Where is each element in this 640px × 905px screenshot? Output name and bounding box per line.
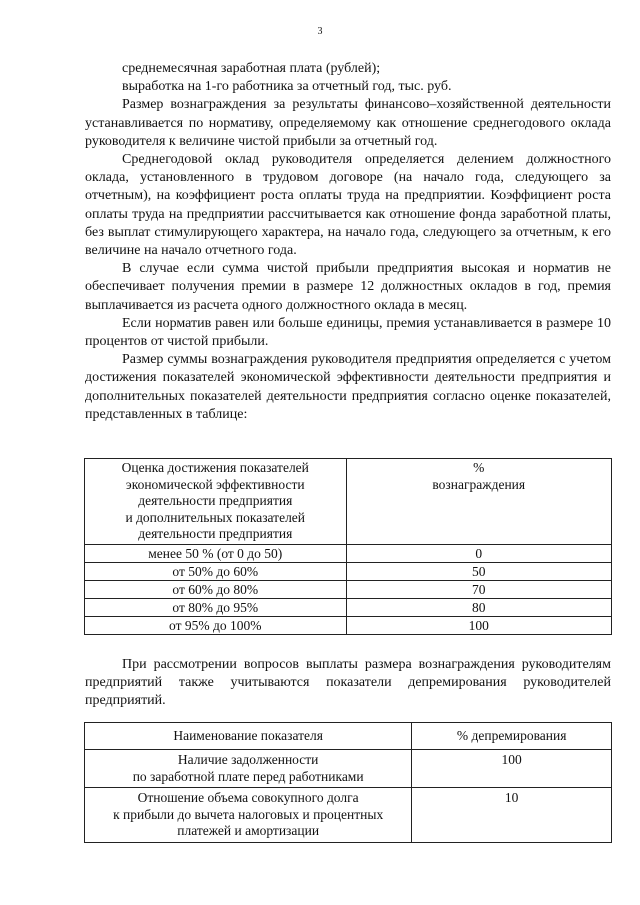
- paragraph: Среднегодовой оклад руководителя определяется делением должностного оклада, установленного в трудовом договоре (на начало года, следующего за отчетным), на коэффициент роста оплаты труда на предприятии. Коэффициент роста оплаты труда на предприятии рассчитывается как отношение фонда заработной платы, без выплат стимулирующего характера, на начало года, следующего за отчетным, к его величине на начало отчетного года.: [85, 152, 611, 259]
- table-header-cell: Наименование показателя: [85, 723, 412, 750]
- table-cell-range: от 95% до 100%: [85, 616, 347, 634]
- header-line: деятельности предприятия: [138, 493, 293, 509]
- table-header-row: [85, 459, 612, 545]
- table-row: [85, 544, 612, 562]
- table-cell-percent: 70: [346, 580, 612, 598]
- cell-line: к прибыли до вычета налоговых и процентных: [113, 806, 384, 822]
- paragraph: Размер суммы вознаграждения руководителя предприятия определяется с учетом достижения показателей экономической эффективности деятельности предприятия и дополнительных показателей деятельности предприятия согласно оценке показателей, представленных в таблице:: [85, 352, 611, 422]
- header-line: экономической эффективности: [125, 476, 305, 492]
- table-cell-range: от 60% до 80%: [85, 580, 347, 598]
- table-cell-percent: 100: [412, 750, 612, 788]
- table-row: [85, 750, 612, 788]
- table-header-row: [85, 723, 612, 750]
- table-row: [85, 616, 612, 634]
- table-row: [85, 562, 612, 580]
- table-cell-range: от 80% до 95%: [85, 598, 347, 616]
- table-row: [85, 598, 612, 616]
- table-header-cell: % депремирования: [412, 723, 612, 750]
- cell-line: платежей и амортизации: [177, 823, 320, 839]
- table-cell-name: [85, 750, 412, 788]
- table-row: [85, 788, 612, 843]
- table-cell-percent: 80: [346, 598, 612, 616]
- header-line: и дополнительных показателей: [125, 509, 306, 525]
- body-text-2: [85, 656, 611, 711]
- body-text: [85, 60, 611, 424]
- paragraph: выработка на 1-го работника за отчетный год, тыс. руб.: [122, 79, 452, 95]
- table-cell-name: [85, 788, 412, 843]
- paragraph: При рассмотрении вопросов выплаты размера вознаграждения руководителям предприятий также учитываются показатели депремирования руководителей предприятий.: [85, 657, 611, 709]
- paragraph: среднемесячная заработная плата (рублей);: [122, 61, 381, 76]
- table-cell-percent: 10: [412, 788, 612, 843]
- header-line: вознаграждения: [432, 476, 526, 492]
- cell-line: Отношение объема совокупного долга: [137, 790, 359, 806]
- table-header-cell: [346, 459, 612, 545]
- cell-line: Наличие задолженности: [177, 752, 319, 767]
- table-row: [85, 580, 612, 598]
- table-cell-percent: 100: [346, 616, 612, 634]
- paragraph: Размер вознаграждения за результаты финансово–хозяйственной деятельности устанавливается по нормативу, определяемому как отношение среднегодового оклада руководителя к величине чистой прибыли за отчетный год.: [85, 97, 611, 149]
- table-cell-range: от 50% до 60%: [85, 562, 347, 580]
- paragraph: Если норматив равен или больше единицы, премия устанавливается в размере 10 процентов от чистой прибыли.: [85, 315, 611, 350]
- table-cell-range: менее 50 % (от 0 до 50): [85, 544, 347, 562]
- table-cell-percent: 50: [346, 562, 612, 580]
- table-header-cell: [85, 459, 347, 545]
- header-line: %: [473, 460, 485, 475]
- paragraph: В случае если сумма чистой прибыли предприятия высокая и норматив не обеспечивает получения премии в размере 12 должностных окладов в год, премия выплачивается из расчета одного должностного оклада в месяц.: [85, 261, 611, 313]
- bonus-percentage-table: [84, 458, 612, 635]
- cell-line: по заработной плате перед работниками: [132, 768, 364, 784]
- page-number: 3: [317, 26, 323, 37]
- depremiation-table: [84, 722, 612, 843]
- table-cell-percent: 0: [346, 544, 612, 562]
- header-line: Оценка достижения показателей: [121, 460, 309, 475]
- header-line: деятельности предприятия: [138, 526, 293, 542]
